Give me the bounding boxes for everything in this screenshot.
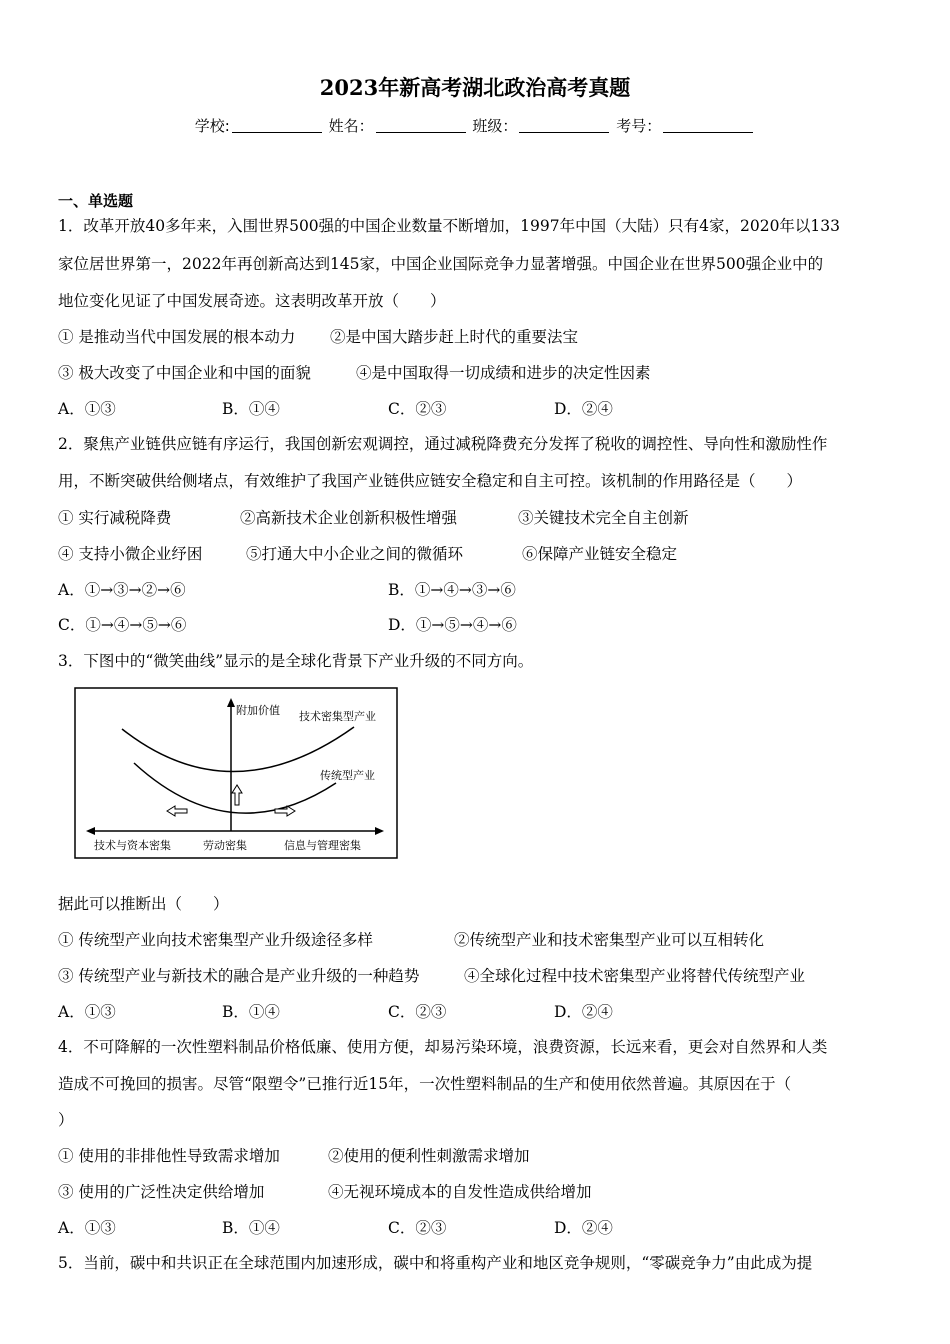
smile-curve-figure bbox=[74, 687, 398, 859]
q3-option-d[interactable]: D．②④ bbox=[554, 1003, 613, 1021]
q1-item-1: ① 是推动当代中国发展的根本动力 bbox=[58, 328, 296, 346]
q5-line-1: 5．当前，碳中和共识正在全球范围内加速形成，碳中和将重构产业和地区竞争规则，“零碳竞争力”由此成为提 bbox=[58, 1254, 813, 1272]
q1-option-d[interactable]: D．②④ bbox=[554, 400, 613, 418]
y-axis-label: 附加价值 bbox=[236, 704, 280, 717]
page-title: 2023年新高考湖北政治高考真题 bbox=[319, 75, 631, 100]
q2-option-a[interactable]: A．①→③→②→⑥ bbox=[58, 581, 186, 599]
class-blank[interactable] bbox=[519, 118, 609, 133]
q3-intro: 3．下图中的“微笑曲线”显示的是全球化背景下产业升级的不同方向。 bbox=[58, 652, 534, 670]
q2-item-5: ⑤打通大中小企业之间的微循环 bbox=[246, 545, 464, 563]
q2-item-3: ③关键技术完全自主创新 bbox=[518, 509, 689, 527]
x-mid-label: 劳动密集 bbox=[203, 839, 247, 852]
school-blank[interactable] bbox=[232, 118, 322, 133]
q2-option-c[interactable]: C．①→④→⑤→⑥ bbox=[58, 616, 187, 634]
q1-option-b[interactable]: B．①④ bbox=[222, 400, 280, 418]
q1-option-a[interactable]: A．①③ bbox=[58, 400, 116, 418]
q2-line-1: 2．聚焦产业链供应链有序运行，我国创新宏观调控，通过减税降费充分发挥了税收的调控性、导向性和激励性作 bbox=[58, 435, 828, 453]
q4-option-d[interactable]: D．②④ bbox=[554, 1219, 613, 1237]
q1-line-3: 地位变化见证了中国发展奇迹。这表明改革开放（ ） bbox=[58, 292, 446, 310]
q4-item-2: ②使用的便利性刺激需求增加 bbox=[328, 1147, 530, 1165]
q3-stem: 据此可以推断出（ ） bbox=[58, 895, 229, 913]
q4-line-3: ） bbox=[58, 1111, 74, 1129]
name-label: 姓名： bbox=[328, 117, 374, 135]
q2-item-4: ④ 支持小微企业纾困 bbox=[58, 545, 203, 563]
x-left-label: 技术与资本密集 bbox=[94, 839, 171, 852]
q3-item-3: ③ 传统型产业与新技术的融合是产业升级的一种趋势 bbox=[58, 967, 420, 985]
section-title: 一、单选题 bbox=[58, 192, 134, 210]
q3-option-c[interactable]: C．②③ bbox=[388, 1003, 447, 1021]
q1-item-3: ③ 极大改变了中国企业和中国的面貌 bbox=[58, 364, 311, 382]
q4-item-3: ③ 使用的广泛性决定供给增加 bbox=[58, 1183, 265, 1201]
q1-item-4: ④是中国取得一切成绩和进步的决定性因素 bbox=[356, 364, 651, 382]
q2-option-d[interactable]: D．①→⑤→④→⑥ bbox=[388, 616, 517, 634]
upper-curve-label: 技术密集型产业 bbox=[299, 710, 376, 723]
q2-item-6: ⑥保障产业链安全稳定 bbox=[522, 545, 678, 563]
q1-option-c[interactable]: C．②③ bbox=[388, 400, 447, 418]
q4-line-1: 4．不可降解的一次性塑料制品价格低廉、使用方便，却易污染环境，浪费资源，长远来看，更会对自然界和人类 bbox=[58, 1038, 828, 1056]
q2-item-1: ① 实行减税降费 bbox=[58, 509, 172, 527]
q4-option-a[interactable]: A．①③ bbox=[58, 1219, 116, 1237]
q4-item-4: ④无视环境成本的自发性造成供给增加 bbox=[328, 1183, 592, 1201]
q3-item-4: ④全球化过程中技术密集型产业将替代传统型产业 bbox=[464, 967, 806, 985]
q3-option-b[interactable]: B．①④ bbox=[222, 1003, 280, 1021]
q4-option-b[interactable]: B．①④ bbox=[222, 1219, 280, 1237]
number-blank[interactable] bbox=[663, 118, 753, 133]
class-label: 班级： bbox=[472, 117, 518, 135]
q2-option-b[interactable]: B．①→④→③→⑥ bbox=[388, 581, 516, 599]
name-blank[interactable] bbox=[376, 118, 466, 133]
q1-line-2: 家位居世界第一，2022年再创新高达到145家，中国企业国际竞争力显著增强。中国企业在世界500强企业中的 bbox=[58, 255, 824, 273]
q4-item-1: ① 使用的非排他性导致需求增加 bbox=[58, 1147, 280, 1165]
q1-item-2: ②是中国大踏步赶上时代的重要法宝 bbox=[330, 328, 579, 346]
q2-item-2: ②高新技术企业创新积极性增强 bbox=[240, 509, 458, 527]
number-label: 考号： bbox=[616, 117, 662, 135]
school-label: 学校: bbox=[194, 117, 230, 135]
q3-item-2: ②传统型产业和技术密集型产业可以互相转化 bbox=[454, 931, 765, 949]
x-right-label: 信息与管理密集 bbox=[284, 839, 361, 852]
q4-line-2: 造成不可挽回的损害。尽管“限塑令”已推行近15年，一次性塑料制品的生产和使用依然普遍。其原因在于（ bbox=[58, 1075, 792, 1093]
student-info-row bbox=[0, 115, 950, 136]
q3-item-1: ① 传统型产业向技术密集型产业升级途径多样 bbox=[58, 931, 373, 949]
q3-option-a[interactable]: A．①③ bbox=[58, 1003, 116, 1021]
q4-option-c[interactable]: C．②③ bbox=[388, 1219, 447, 1237]
q2-line-2: 用，不断突破供给侧堵点，有效维护了我国产业链供应链安全稳定和自主可控。该机制的作用路径是（ ） bbox=[58, 472, 803, 490]
q1-line-1: 1．改革开放40多年来，入围世界500强的中国企业数量不断增加，1997年中国（大陆）只有4家，2020年以133 bbox=[58, 217, 841, 235]
lower-curve-label: 传统型产业 bbox=[320, 769, 375, 782]
